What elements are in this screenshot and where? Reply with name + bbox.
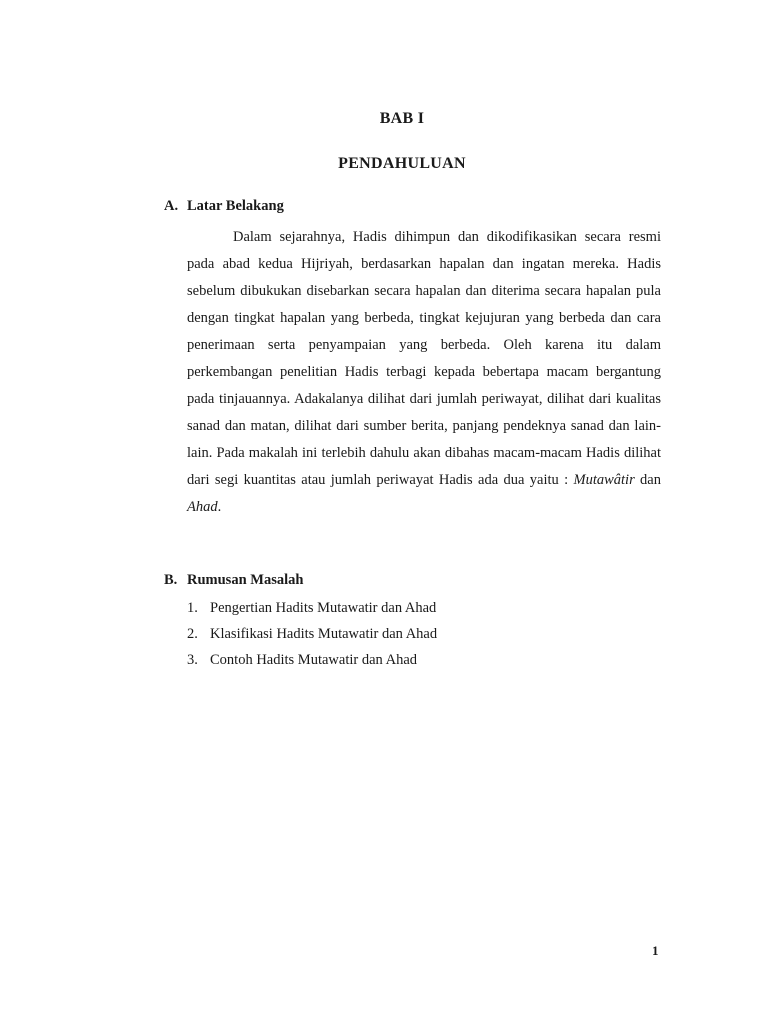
list-item-number: 3.	[187, 652, 198, 668]
section-a-title: Latar Belakang	[187, 198, 284, 214]
list-item	[187, 650, 437, 676]
section-b-letter: B.	[164, 572, 178, 588]
term-connector: dan	[634, 472, 661, 488]
list-item-number: 1.	[187, 600, 198, 616]
list-item-text: Klasifikasi Hadits Mutawatir dan Ahad	[210, 626, 438, 642]
term-mutawatir: Mutawâtir	[573, 472, 635, 488]
list-item	[187, 624, 437, 650]
chapter-title: BAB I	[379, 110, 425, 127]
list-item-number: 2.	[187, 626, 198, 642]
term-ahad: Ahad	[187, 499, 218, 515]
section-a-letter: A.	[164, 198, 179, 214]
section-a-heading	[164, 198, 284, 215]
list-item-text: Pengertian Hadits Mutawatir dan Ahad	[210, 600, 437, 616]
problem-list	[187, 598, 437, 676]
background-paragraph-text: Dalam sejarahnya, Hadis dihimpun dan dikodifikasikan secara resmi pada abad kedua Hijriyah, berdasarkan hapalan dan ingatan mereka. Hadis sebelum dibukukan disebarkan secara hapalan dan diterima secara hapalan pula dengan tingkat hapalan yang berbeda, tingkat kejujuran yang berbeda dan cara penerimaan serta penyampaian yang berbeda. Oleh karena itu dalam perkembangan penelitian Hadis terbagi kepada bebertapa macam bergantung pada tinjauannya. Adakalanya dilihat dari jumlah periwayat, dilihat dari kualitas sanad dan matan, dilihat dari sumber berita, panjang pendeknya sanad dan lain-lain. Pada makalah ini terlebih dahulu akan dibahas macam-macam Hadis dilihat dari segi kuantitas atau jumlah periwayat Hadis ada dua yaitu :	[187, 229, 661, 488]
paragraph-end-period: .	[217, 499, 222, 515]
background-paragraph	[187, 224, 661, 521]
page-number: 1	[652, 943, 659, 958]
section-b-heading	[164, 572, 303, 589]
list-item-text: Contoh Hadits Mutawatir dan Ahad	[210, 652, 418, 668]
list-item	[187, 598, 437, 624]
chapter-subtitle: PENDAHULUAN	[338, 155, 466, 172]
section-b-title: Rumusan Masalah	[187, 572, 304, 588]
